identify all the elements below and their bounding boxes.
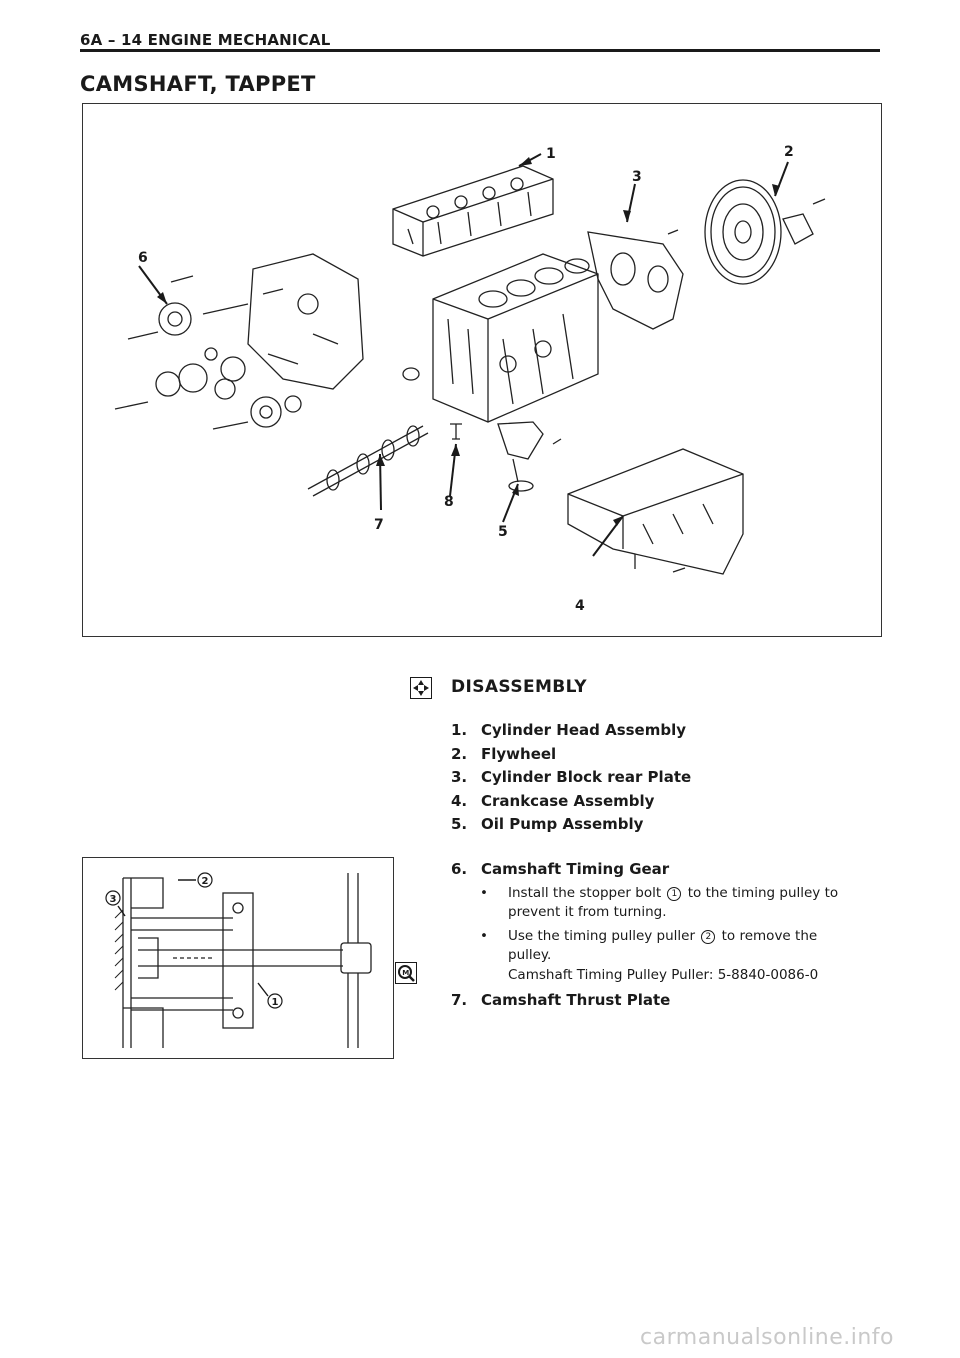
watermark: carmanualsonline.info (640, 1325, 894, 1350)
puller-figure (82, 857, 394, 1059)
page-header (80, 30, 880, 54)
bullet-text: pulley. (508, 947, 552, 963)
list-item (451, 745, 556, 763)
item-number: 7. (451, 991, 468, 1009)
special-tool-line (508, 967, 818, 983)
item-label: Cylinder Block rear Plate (481, 768, 692, 786)
flywheel-drawing (705, 180, 825, 284)
callout-6: 6 (138, 250, 148, 266)
special-tool-icon (395, 962, 417, 984)
item-number: 2. (451, 745, 468, 763)
tool-part-number: 5-8840-0086-0 (717, 967, 819, 983)
disassembly-title: DISASSEMBLY (451, 677, 587, 697)
puller-callout-1: 1 (271, 997, 279, 1008)
item-number: 3. (451, 768, 468, 786)
callout-8: 8 (444, 494, 454, 510)
item-label: Flywheel (481, 745, 557, 763)
disassembly-icon (410, 677, 432, 699)
bullet-text: to remove the (721, 928, 818, 944)
puller-drawing (83, 858, 393, 1058)
puller-callout-2: 2 (201, 876, 209, 887)
bullet-text: to the timing pulley to (687, 885, 839, 901)
ref-number: 2 (701, 930, 715, 944)
item-number: 4. (451, 792, 468, 810)
tool-label: Camshaft Timing Pulley Puller: (508, 967, 714, 983)
list-item (451, 768, 691, 786)
callout-2: 2 (784, 144, 794, 160)
bullet-dot: • (480, 885, 488, 901)
svg-text:M: M (402, 969, 410, 977)
item-number: 1. (451, 721, 468, 739)
callout-5: 5 (498, 524, 508, 540)
callout-7: 7 (374, 517, 384, 533)
bullet-text: prevent it from turning. (508, 904, 667, 920)
item-label: Cylinder Head Assembly (481, 721, 687, 739)
callout-4: 4 (575, 598, 585, 614)
header-rule (80, 49, 880, 52)
camshaft-drawing (308, 426, 428, 496)
section-title: CAMSHAFT, TAPPET (80, 72, 316, 96)
list-item (451, 815, 643, 833)
item-label: Camshaft Timing Gear (481, 860, 670, 878)
bullet-text: Install the stopper bolt (508, 885, 662, 901)
page-header-text: 6A – 14 ENGINE MECHANICAL (80, 31, 331, 49)
item-number: 5. (451, 815, 468, 833)
bullet-dot: • (480, 928, 488, 944)
callout-3: 3 (632, 169, 642, 185)
tappet-drawing (450, 424, 462, 439)
list-item (451, 792, 654, 810)
cylinder-block-drawing (403, 254, 598, 422)
item-label: Oil Pump Assembly (481, 815, 644, 833)
rear-plate-drawing (588, 230, 683, 329)
instruction-bullet (480, 884, 870, 922)
puller-callout-3: 3 (109, 894, 117, 905)
list-item (451, 721, 686, 739)
oil-pump-drawing (498, 422, 561, 491)
item-label: Crankcase Assembly (481, 792, 655, 810)
exploded-engine-drawing (83, 104, 881, 636)
gears-drawing (115, 276, 301, 429)
cylinder-head-drawing (393, 166, 553, 256)
instruction-bullet (480, 927, 870, 965)
item-number: 6. (451, 860, 468, 878)
list-item (451, 991, 670, 1009)
bullet-text: Use the timing pulley puller (508, 928, 696, 944)
callout-1: 1 (546, 146, 556, 162)
list-item (451, 860, 669, 878)
ref-number: 1 (667, 887, 681, 901)
timing-case-drawing (203, 254, 363, 389)
exploded-engine-figure (82, 103, 882, 637)
item-label: Camshaft Thrust Plate (481, 991, 671, 1009)
